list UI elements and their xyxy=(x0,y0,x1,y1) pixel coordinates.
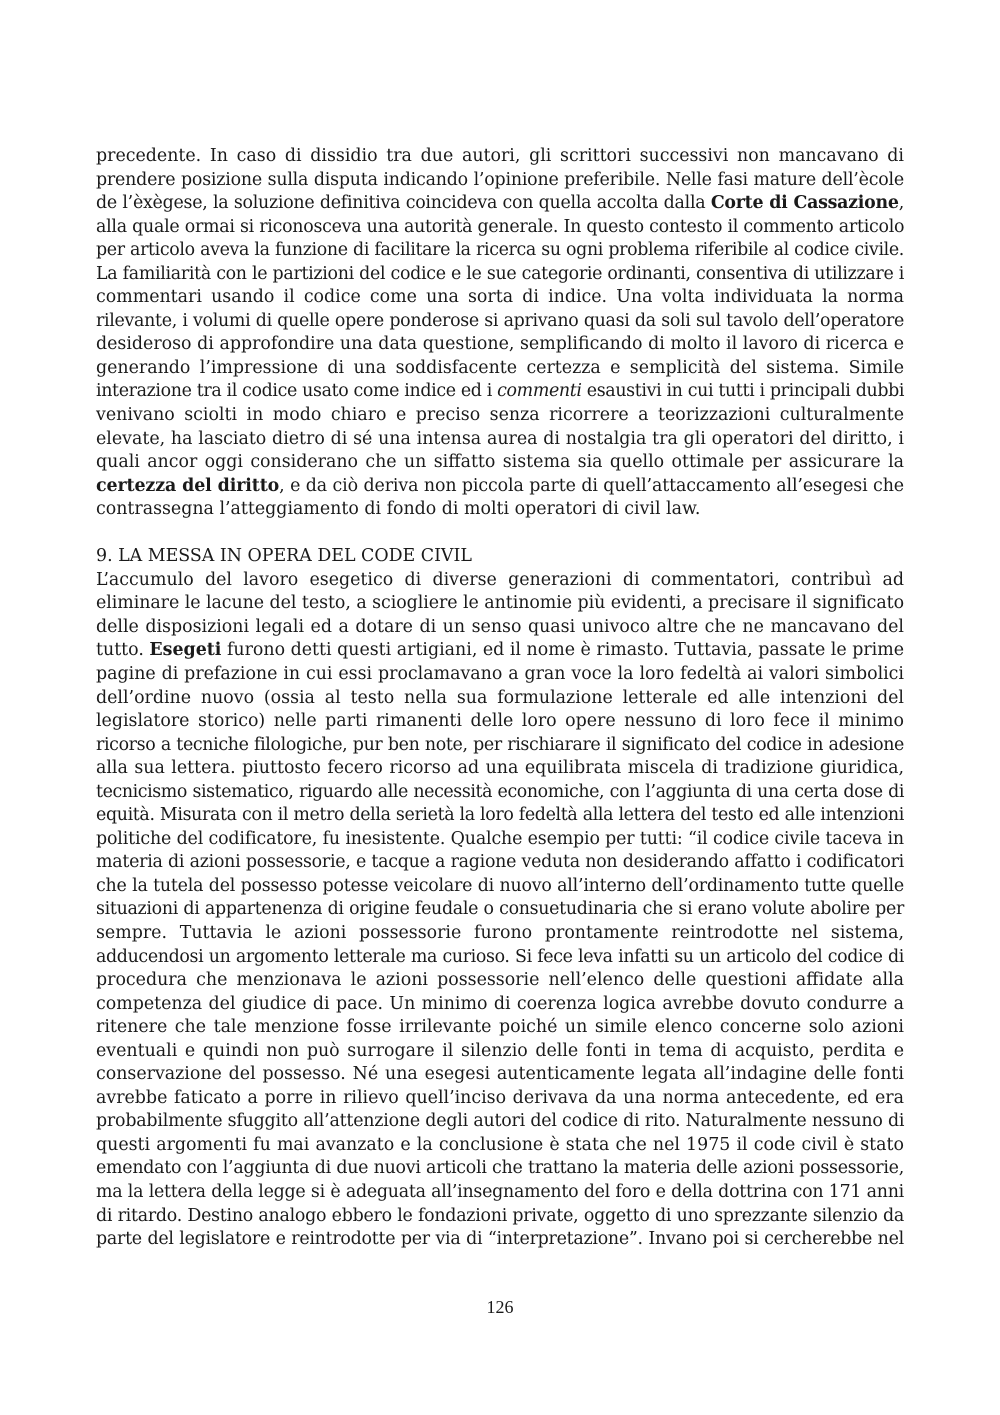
text-line: equità. Misurata con il metro della serietà la loro fedeltà alla lettera del testo ed alle intenzioni xyxy=(96,805,904,826)
text-line: quali ancor oggi considerano che un siffatto sistema sia quello ottimale per assicurare la xyxy=(96,452,904,473)
text-line: eventuali e quindi non può surrogare il silenzio delle fonti in tema di acquisto, perdita e xyxy=(96,1040,904,1061)
text-line: tecnicismo sistematico, riguardo alle necessità economiche, con l’aggiunta di una certa dose di xyxy=(96,781,904,802)
text-line: prendere posizione sulla disputa indicando l’opinione preferibile. Nelle fasi mature dell’ècole xyxy=(96,169,904,190)
text-line: ricorso a tecniche filologiche, pur ben note, per rischiarare il significato del codice in adesione xyxy=(96,734,904,755)
body-paragraph xyxy=(96,569,904,1252)
text-line: che la tutela del possesso potesse veicolare di nuovo all’interno dell’ordinamento tutte quelle xyxy=(96,875,904,896)
text-line: legislatore storico) nelle parti rimanenti delle loro opere nessuno di loro fece il minimo xyxy=(96,711,904,732)
bold-term-certezza-del-diritto: certezza del diritto xyxy=(96,475,280,496)
text-line: de l’èxègese, la soluzione definitiva coincideva con quella accolta dalla Corte di Cassazione, xyxy=(96,193,905,214)
text-line: sempre. Tuttavia le azioni possessorie furono prontamente reintrodotte nel sistema, xyxy=(96,923,904,943)
text-line: rilevante, i volumi di quelle opere ponderose si aprivano quasi da soli sul tavolo dell’operatore xyxy=(96,310,904,331)
text-line: probabilmente sfuggito all’attenzione degli autori del codice di rito. Naturalmente nessuno di xyxy=(96,1111,905,1132)
text-line: conservazione del possesso. Né una esegesi autenticamente legata all’indagine delle fonti xyxy=(96,1064,904,1085)
text-line: precedente. In caso di dissidio tra due autori, gli scrittori successivi non mancavano di xyxy=(96,146,904,166)
text-line: emendato con l’aggiunta di due nuovi articoli che trattano la materia delle azioni possessorie, xyxy=(96,1158,904,1179)
page-number: 126 xyxy=(486,1297,514,1317)
text-line: alla sua lettera. piuttosto fecero ricorso ad una equilibrata miscela di tradizione giuridica, xyxy=(96,758,904,779)
text-line: eliminare le lacune del testo, a sciogliere le antinomie più evidenti, a precisare il significato xyxy=(96,593,904,614)
text-line: interazione tra il codice usato come indice ed i commenti esaustivi in cui tutti i principali dubbi xyxy=(96,381,905,402)
text-line: per articolo aveva la funzione di facilitare la ricerca su ogni problema riferibile al codice civile. xyxy=(96,240,904,261)
text-line: tutto. Esegeti furono detti questi artigiani, ed il nome è rimasto. Tuttavia, passate le prime xyxy=(96,640,904,661)
text-line: competenza del giudice di pace. Un minimo di coerenza logica avrebbe dovuto condurre a xyxy=(96,993,904,1014)
text-line: adducendosi un argomento letterale ma curioso. Si fece leva infatti su un articolo del codice di xyxy=(96,946,904,967)
document-page xyxy=(96,145,904,1252)
text-line: commentari usando il codice come una sorta di indice. Una volta individuata la norma xyxy=(96,287,904,308)
text-line: venivano sciolti in modo chiaro e preciso senza ricorrere a teorizzazioni culturalmente xyxy=(96,405,904,426)
text-line: alla quale ormai si riconosceva una autorità generale. In questo contesto il commento articolo xyxy=(96,216,905,237)
text-line: generando l’impressione di una soddisfacente certezza e semplicità del sistema. Simile xyxy=(96,357,904,378)
text-line: parte del legislatore e reintrodotte per via di “interpretazione”. Invano poi si cercherebbe nel xyxy=(96,1229,904,1250)
text-line: ma la lettera della legge si è adeguata all’insegnamento del foro e della dottrina con 171 anni xyxy=(96,1182,904,1203)
text-line: elevate, ha lasciato dietro di sé una intensa aurea di nostalgia tra gli operatori del diritto, i xyxy=(96,428,904,449)
text-line: La familiarità con le partizioni del codice e le sue categorie ordinanti, consentiva di utilizzare i xyxy=(96,263,904,284)
text-line: certezza del diritto, e da ciò deriva non piccola parte di quell’attaccamento all’esegesi che xyxy=(96,475,904,496)
text-line: delle disposizioni legali ed a dotare di un senso quasi univoco altre che ne mancavano del xyxy=(96,616,904,637)
text-line: dell’ordine nuovo (ossia al testo nella sua formulazione letterale ed alle intenzioni del xyxy=(96,687,904,708)
bold-term-esegeti: Esegeti xyxy=(149,640,222,661)
text-line: contrassegna l’atteggiamento di fondo di molti operatori di civil law. xyxy=(96,499,701,520)
text-line: ritenere che tale menzione fosse irrilevante poiché un simile elenco concerne solo azioni xyxy=(96,1017,904,1038)
text-line: avrebbe faticato a porre in rilievo quell’inciso derivava da una norma antecedente, ed era xyxy=(96,1087,904,1108)
text-line: politiche del codificatore, fu inesistente. Qualche esempio per tutti: “il codice civile taceva in xyxy=(96,828,904,849)
text-line: situazioni di appartenenza di origine feudale o consuetudinaria che si erano volute abolire per xyxy=(96,899,904,920)
paragraph-spacer xyxy=(96,522,904,546)
text-line: pagine di prefazione in cui essi proclamavano a gran voce la loro fedeltà ai valori simbolici xyxy=(96,663,904,684)
body-paragraph xyxy=(96,145,904,522)
italic-term-commenti: commenti xyxy=(497,381,582,402)
section-heading: 9. LA MESSA IN OPERA DEL CODE CIVIL xyxy=(96,546,472,567)
bold-term-corte-di-cassazione: Corte di Cassazione xyxy=(710,193,899,214)
text-line: questi argomenti fu mai avanzato e la conclusione è stata che nel 1975 il code civil è stato xyxy=(96,1134,904,1155)
text-line: L’accumulo del lavoro esegetico di diverse generazioni di commentatori, contribuì ad xyxy=(96,569,904,590)
text-line: desideroso di approfondire una data questione, semplificando di molto il lavoro di ricerca e xyxy=(96,334,904,355)
text-line: di ritardo. Destino analogo ebbero le fondazioni private, oggetto di uno sprezzante silenzio da xyxy=(96,1205,904,1226)
text-line: procedura che menzionava le azioni possessorie nell’elenco delle questioni affidate alla xyxy=(96,970,904,991)
text-line: materia di azioni possessorie, e tacque a ragione veduta non desiderando affatto i codificatori xyxy=(96,852,904,873)
